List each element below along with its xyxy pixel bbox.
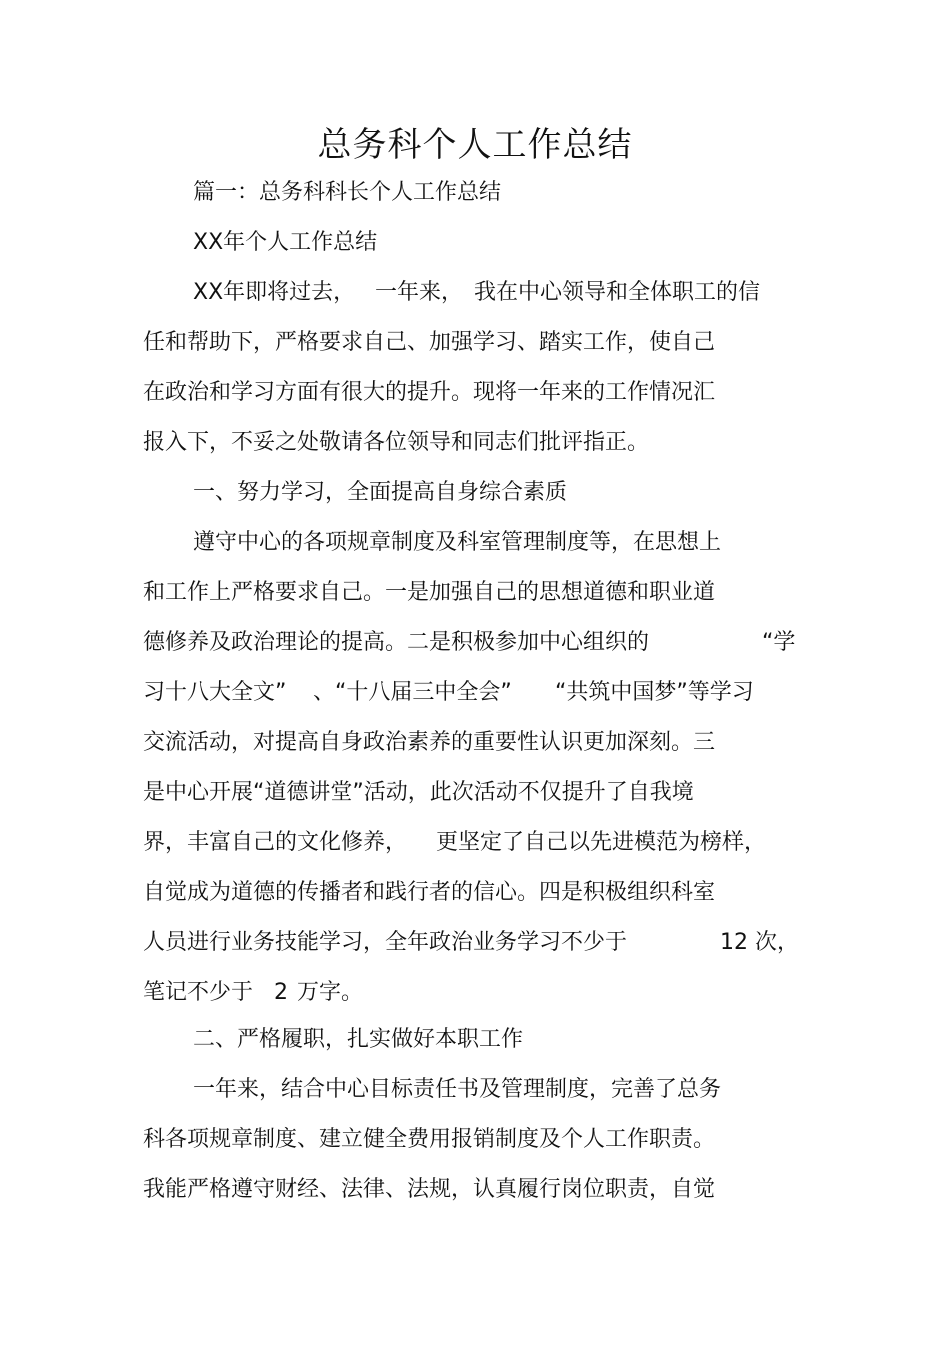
paragraph-line: 自觉成为道德的传播者和践行者的信心。四是积极组织科室	[143, 880, 716, 905]
paragraph-line: 科各项规章制度、建立健全费用报销制度及个人工作职责。	[143, 1127, 716, 1152]
paragraph-line: “共筑中国梦”等学习	[555, 680, 754, 705]
paragraph-line: 报入下，不妥之处敬请各位领导和同志们批评指正。	[143, 430, 650, 455]
paragraph-line: 笔记不少于	[143, 980, 254, 1005]
document-title: 总务科个人工作总结	[317, 125, 633, 165]
paragraph-line: 习十八大全文”	[143, 680, 287, 705]
paragraph-line: 一年来，结合中心目标责任书及管理制度，完善了总务	[193, 1077, 722, 1102]
paragraph-line: 在政治和学习方面有很大的提升。现将一年来的工作情况汇	[143, 380, 716, 405]
paragraph-line: 次，	[755, 930, 800, 955]
paragraph-line: 12	[720, 930, 748, 955]
paragraph-line: 我能严格遵守财经、法律、法规，认真履行岗位职责，自觉	[143, 1177, 716, 1202]
paragraph-line: 是中心开展“道德讲堂”活动，此次活动不仅提升了自我境	[143, 780, 694, 805]
paragraph-line: 和工作上严格要求自己。一是加强自己的思想道德和职业道	[143, 580, 716, 605]
paragraph-line: 界，丰富自己的文化修养，	[143, 830, 408, 855]
paragraph-line: 遵守中心的各项规章制度及科室管理制度等，在思想上	[193, 530, 722, 555]
paragraph-line: 、“十八届三中全会”	[313, 680, 512, 705]
doc-heading: XX年个人工作总结	[193, 230, 378, 255]
paragraph-line: 人员进行业务技能学习，全年政治业务学习不少于	[143, 930, 628, 955]
paragraph-line: 2	[274, 980, 288, 1005]
paragraph-line: 万字。	[297, 980, 364, 1005]
paragraph-line: XX年即将过去，	[193, 280, 356, 305]
paragraph-line: 交流活动，对提高自身政治素养的重要性认识更加深刻。三	[143, 730, 716, 755]
paragraph-line: “学	[762, 630, 796, 655]
section-heading-1: 一、努力学习，全面提高自身综合素质	[193, 480, 568, 505]
subtitle: 篇一：总务科科长个人工作总结	[193, 180, 502, 205]
section-heading-2: 二、严格履职，扎实做好本职工作	[193, 1027, 524, 1052]
paragraph-line: 任和帮助下，严格要求自己、加强学习、踏实工作，使自己	[143, 330, 716, 355]
paragraph-line: 我在中心领导和全体职工的信	[474, 280, 761, 305]
paragraph-line: 德修养及政治理论的提高。二是积极参加中心组织的	[143, 630, 650, 655]
paragraph-line: 一年来，	[375, 280, 464, 305]
paragraph-line: 更坚定了自己以先进模范为榜样，	[436, 830, 767, 855]
